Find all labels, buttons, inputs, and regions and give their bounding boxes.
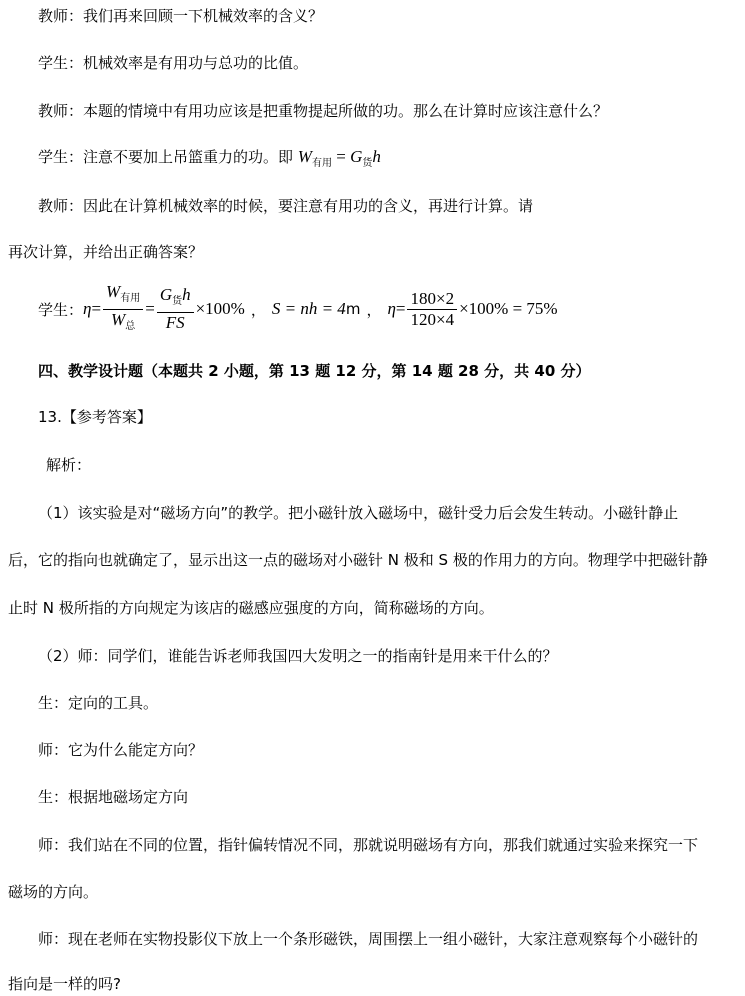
para-1b: 后，它的指向也就确定了，显示出这一点的磁场对小磁针 N 极和 S 极的作用力的方向。物理学中把磁针静 [8,551,708,569]
eq-sign-2: = [145,299,155,318]
para-7a: 师：现在老师在实物投影仪下放上一个条形磁铁，周围摆上一组小磁针，大家注意观察每个小磁针的 [38,930,699,948]
g-symbol: G [350,147,363,166]
h-symbol: h [372,147,381,166]
eta-symbol-2: η [387,299,396,318]
eq-sign-1: = [91,299,102,318]
fraction-2-denominator: FS [165,313,185,332]
w-sub-useful: 有用 [311,158,332,169]
section-heading: 四、教学设计题（本题共 2 小题，第 13 题 12 分，第 14 题 28 分，共 40 分） [38,362,591,380]
teacher-line-3b: 再次计算，并给出正确答案？ [8,243,204,261]
student-line-2-text: 学生：注意不要加上吊篮重力的功。即 [38,148,294,166]
times-100-1: ×100% [195,299,245,318]
efficiency-result: ×100% = 75% [459,299,558,318]
fraction-2-numerator [157,285,194,313]
para-6b: 磁场的方向。 [8,883,99,901]
fraction-numeric [407,289,457,330]
para-6a: 师：我们站在不同的位置，指针偏转情况不同，那就说明磁场有方向，那我们就通过实验来探究一下 [38,836,699,854]
student-line-2 [38,147,381,167]
useful-work-formula [297,147,381,169]
fraction-3-numerator: 180×2 [407,289,457,310]
eq-sign: = [331,147,351,166]
w-sub-total: 总 [125,320,136,332]
fraction-1-denominator [108,310,138,337]
eta-symbol: η [83,299,92,318]
fraction-3-denominator: 120×4 [410,309,455,329]
student-line-3-label: 学生： [38,300,84,319]
fraction-1-numerator [103,282,143,310]
s-equation: S = nh = 4 [271,299,346,318]
analysis-label: 解析： [46,456,92,474]
h-symbol-2: h [182,285,191,304]
question-13-heading: 13.【参考答案】 [38,408,152,426]
para-2: （2）师：同学们，谁能告诉老师我国四大发明之一的指南针是用来干什么的？ [38,647,558,665]
g-sub-goods: 货 [362,158,373,169]
w-symbol-2: W [106,281,121,301]
w-symbol: W [297,147,312,166]
para-5: 生：根据地磁场定方向 [38,788,189,806]
teacher-line-3a: 教师：因此在计算机械效率的时候，要注意有用功的含义，再进行计算。请 [38,197,534,215]
comma-1: ， [250,300,266,319]
para-7b: 指向是一样的吗? [8,975,121,993]
fraction-w-useful-over-w-total [103,282,143,337]
g-sub-goods-2: 货 [172,296,183,307]
efficiency-formula [38,281,558,333]
para-1c: 止时 N 极所指的方向规定为该店的磁感应强度的方向，简称磁场的方向。 [8,599,494,617]
fraction-gh-over-fs [157,285,194,333]
w-sub-useful-2: 有用 [120,292,141,304]
comma-2: ， [366,300,382,319]
unit-meter: m [345,300,361,318]
para-3: 生：定向的工具。 [38,694,159,712]
para-1a: （1）该实验是对“磁场方向”的教学。把小磁针放入磁场中，磁针受力后会发生转动。小磁针静止 [38,504,679,522]
teacher-line-1: 教师：我们再来回顾一下机械效率的含义？ [38,7,324,25]
g-symbol-2: G [159,285,173,304]
w-symbol-3: W [111,309,126,329]
para-4: 师：它为什么能定方向？ [38,741,204,759]
teacher-line-2: 教师：本题的情境中有用功应该是把重物提起所做的功。那么在计算时应该注意什么？ [38,102,609,120]
student-line-1: 学生：机械效率是有用功与总功的比值。 [38,54,309,72]
eq-sign-3: = [395,299,406,318]
